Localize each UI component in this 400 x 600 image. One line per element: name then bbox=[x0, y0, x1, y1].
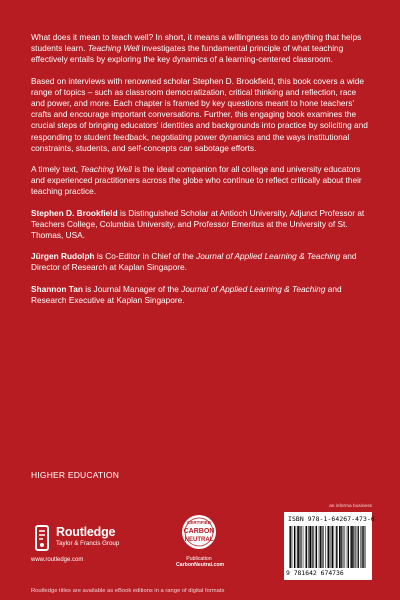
author-bio-text: is Distinguished Scholar at Antioch University, Adjunct Professor at Teachers College, Columbia University, and Professor Emeritus at the University of St. Thomas, USA. bbox=[31, 207, 365, 241]
routledge-logo-icon bbox=[31, 523, 53, 553]
badge-label: Publication bbox=[186, 556, 212, 562]
svg-text:CARBON: CARBON bbox=[183, 528, 215, 535]
description-paragraph-1: What does it mean to teach well? In short, it means a willingness to do anything that helps students learn. Teaching Well investigates the fundamental principle of what teaching effectively entails by exploring the key dynamics of a learning-centered classroom. bbox=[31, 32, 362, 65]
description-block bbox=[31, 32, 371, 316]
author-bio-brookfield bbox=[31, 208, 371, 242]
svg-text:NEUTRAL: NEUTRAL bbox=[184, 537, 214, 543]
isbn-barcode bbox=[284, 512, 375, 580]
barcode-panel bbox=[284, 512, 375, 580]
author-bio-text: is Journal Manager of the Journal of Applied Learning & Teaching and Research Executive at Kaplan Singapore. bbox=[31, 283, 342, 305]
author-bio-rudolph bbox=[31, 251, 371, 273]
author-bio-tan bbox=[31, 284, 371, 306]
publisher-name: Routledge bbox=[56, 525, 116, 539]
author-name: Jürgen Rudolph bbox=[31, 251, 95, 262]
informa-tag: an informa business bbox=[329, 504, 372, 509]
subject-category: HIGHER EDUCATION bbox=[31, 470, 120, 480]
isbn-text: ISBN 978-1-64267-473-6 bbox=[288, 515, 375, 523]
description-paragraph-2: Based on interviews with renowned scholar Stephen D. Brookfield, this book covers a wide range of topics – such as classroom democratization, critical thinking and reflection, race and power, and more. Each chapter is framed by key questions meant to hone teachers' crafts and encourage important conversations. Further, this engaging book examines the crucial steps of bringing educators' identities and backgrounds into practice by soliciting and responding to student feedback, negotiating power dynamics and the ways institutional constraints, students, and self-concepts can sabotage efforts. bbox=[31, 75, 368, 153]
publisher-group: Taylor & Francis Group bbox=[56, 540, 120, 547]
author-name: Stephen D. Brookfield bbox=[31, 207, 118, 218]
description-paragraph-3: A timely text, Teaching Well is the ideal companion for all college and university educators and experienced practitioners across the globe who continue to reflect critically about their teaching practice. bbox=[31, 164, 362, 197]
svg-text:CERTIFIED: CERTIFIED bbox=[187, 520, 211, 525]
author-name: Shannon Tan bbox=[31, 283, 83, 294]
carbon-neutral-seal-icon bbox=[176, 512, 222, 552]
barcode-digits: 9 781642 674736 bbox=[286, 569, 344, 577]
carbon-neutral-badge bbox=[176, 512, 225, 580]
ebook-note: Routledge titles are available as eBook editions in a range of digital formats bbox=[31, 588, 225, 594]
author-bio-text: is Co-Editor in Chief of the Journal of Applied Learning & Teaching and Director of Research at Kaplan Singapore. bbox=[31, 251, 357, 273]
badge-site: CarbonNeutral.com bbox=[176, 562, 225, 568]
publisher-logo bbox=[31, 521, 181, 561]
publisher-url: www.routledge.com bbox=[31, 557, 84, 563]
barcode-bars-icon bbox=[288, 526, 368, 568]
